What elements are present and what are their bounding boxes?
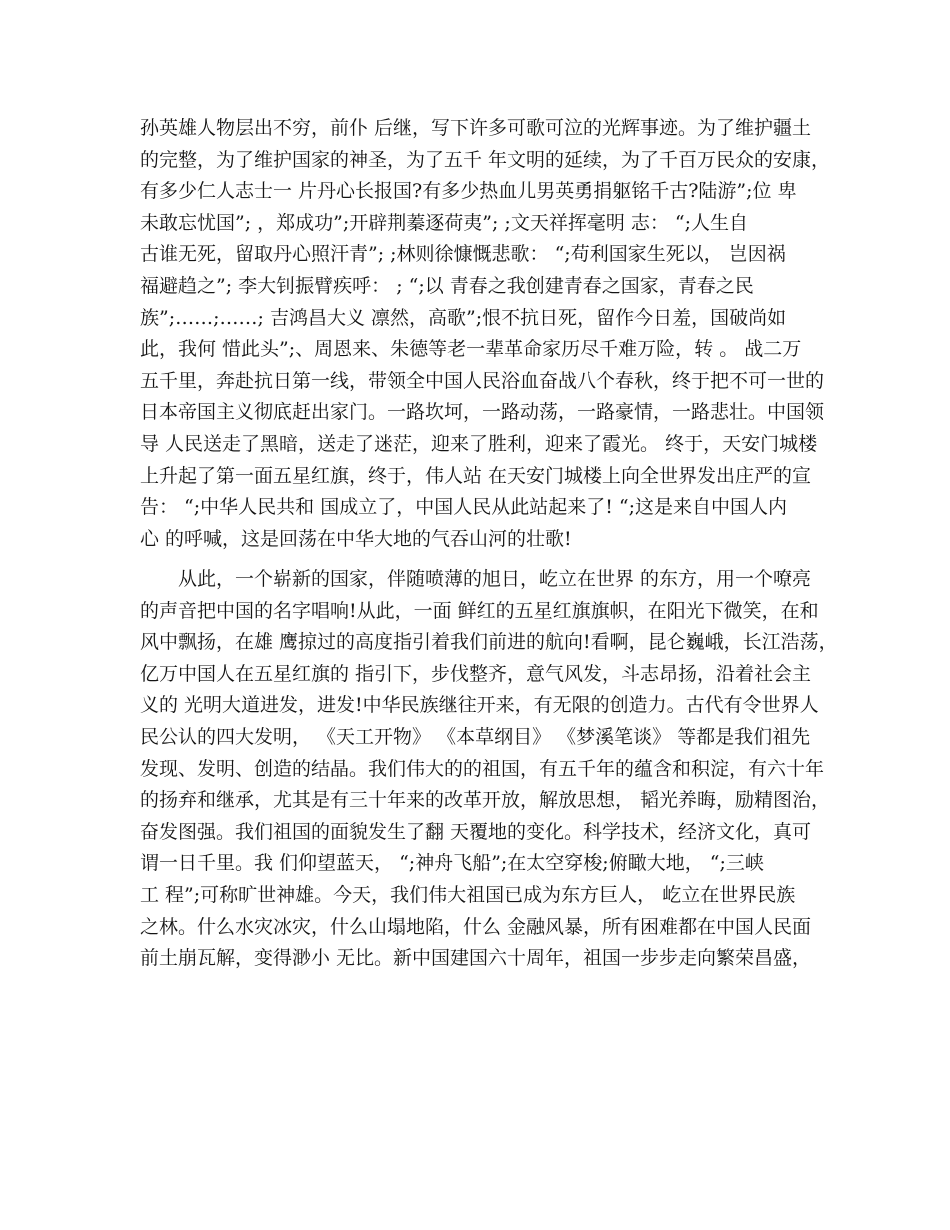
text-line: 此，我何 惜此头”;、周恩来、朱德等老一辈革命家历尽千难万险，转 。 战二万	[140, 338, 802, 361]
text-line: 奋发图强。我们祖国的面貌发生了翻 天覆地的变化。科学技术，经济文化，真可	[140, 820, 812, 843]
text-line: 心 的呼喊，这是回荡在中华大地的气吞山河的壮歌!	[140, 527, 572, 550]
text-line: 导 人民送走了黑暗，送走了迷茫，迎来了胜利，迎来了霞光。 终于，天安门城楼	[140, 432, 818, 455]
text-line: 风中飘扬，在雄 鹰掠过的高度指引着我们前进的航向!看啊，昆仑巍峨，长江浩荡，	[140, 631, 838, 654]
text-line: 古谁无死，留取丹心照汗青”; ;林则徐慷慨悲歌： “;苟利国家生死以， 岂因祸	[140, 243, 786, 266]
paragraph-2	[140, 564, 838, 975]
text-line: 亿万中国人在五星红旗的 指引下，步伐整齐，意气风发，斗志昂扬，沿着社会主	[140, 662, 812, 685]
text-line: 有多少仁人志士一 片丹心长报国?有多少热血儿男英勇捐躯铭千古?陆游”;位 卑	[140, 180, 797, 203]
text-line: 的完整，为了维护国家的神圣，为了五千 年文明的延续，为了千百万民众的安康，	[140, 148, 831, 171]
text-line: 日本帝国主义彻底赶出家门。一路坎坷，一路动荡，一路豪情，一路悲壮。中国领	[140, 401, 825, 424]
text-line: 福避趋之”; 李大钊振臂疾呼： ; “;以 青春之我创建青春之国家，青春之民	[140, 274, 754, 297]
text-line: 之林。什么水灾冰灾，什么山塌地陷，什么 金融风暴，所有困难都在中国人民面	[140, 915, 812, 938]
text-line: 五千里，奔赴抗日第一线，带领全中国人民浴血奋战八个春秋，终于把不可一世的	[140, 369, 825, 392]
text-line: 从此，一个崭新的国家，伴随喷薄的旭日，屹立在世界 的东方，用一个嘹亮	[140, 568, 812, 590]
text-line: 工 程”;可称旷世神雄。今天，我们伟大祖国已成为东方巨人， 屹立在世界民族	[140, 883, 796, 906]
text-line: 前土崩瓦解，变得渺小 无比。新中国建国六十周年，祖国一步步走向繁荣昌盛，	[140, 947, 812, 970]
text-line: 义的 光明大道进发，进发!中华民族继往开来，有无限的创造力。古代有令世界人	[140, 694, 819, 717]
text-line: 的声音把中国的名字唱响!从此，一面 鲜红的五星红旗旗帜，在阳光下微笑，在和	[140, 599, 819, 622]
paragraph-1	[140, 113, 831, 555]
text-line: 上升起了第一面五星红旗，终于，伟人站 在天安门城楼上向全世界发出庄严的宣	[140, 464, 812, 487]
text-line: 孙英雄人物层出不穷，前仆 后继，写下许多可歌可泣的光辉事迹。为了维护疆土	[140, 117, 812, 139]
text-line: 发现、发明、创造的结晶。我们伟大的的祖国，有五千年的蕴含和积淀，有六十年	[140, 757, 825, 780]
text-line: 民公认的四大发明， 《天工开物》 《本草纲目》 《梦溪笔谈》 等都是我们祖先	[140, 725, 811, 748]
text-line: 族”;……;……; 吉鸿昌大义 凛然，高歌”;恨不抗日死，留作今日羞，国破尚如	[140, 306, 787, 329]
text-line: 谓一日千里。我 们仰望蓝天， “;神舟飞船”;在太空穿梭;俯瞰大地， “;三峡	[140, 852, 764, 875]
text-line: 的扬弃和继承，尤其是有三十年来的改革开放，解放思想， 韬光养晦，励精图治，	[140, 789, 831, 812]
text-line: 未敢忘忧国”; ，郑成功”;开辟荆蓁逐荷夷”; ;文天祥挥毫明 志： “;人生自	[140, 211, 749, 234]
text-line: 告： “;中华人民共和 国成立了，中国人民从此站起来了! “;这是来自中国人内	[140, 496, 787, 519]
